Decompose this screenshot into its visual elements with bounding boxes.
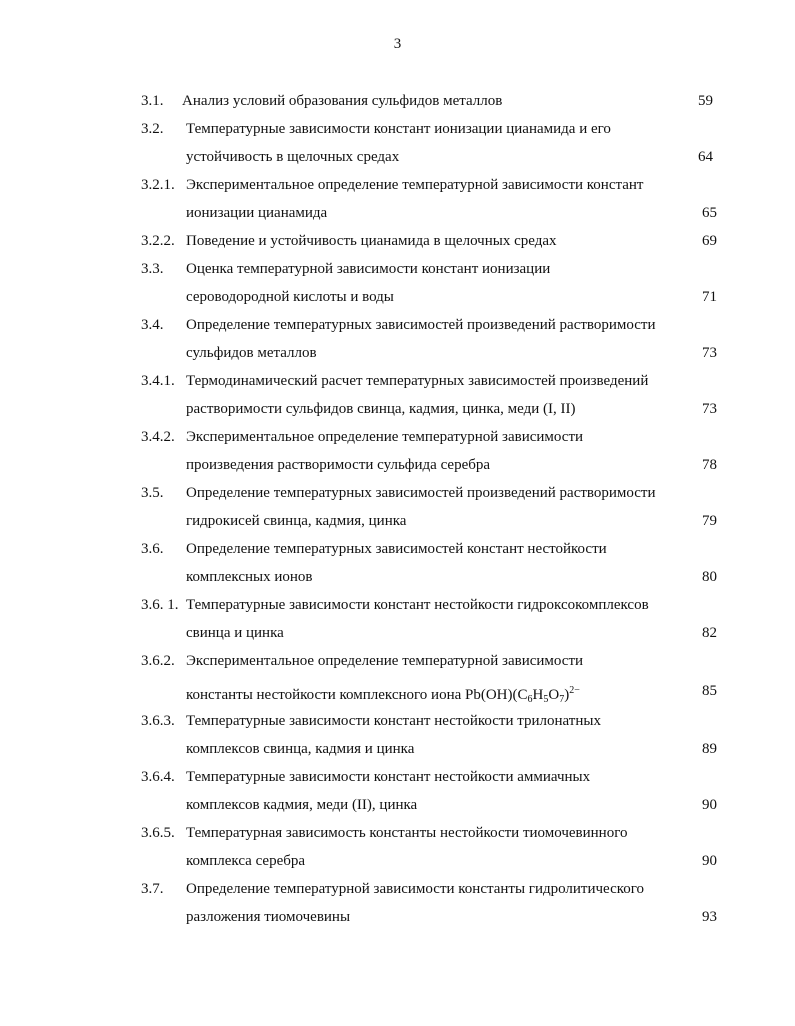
toc-entry-title: Экспериментальное определение температурной зависимости: [186, 653, 584, 669]
toc-entry-number: 3.4.2.: [141, 429, 175, 445]
toc-entry-number: 3.3.: [141, 261, 164, 277]
toc-entry-title: Анализ условий образования сульфидов металлов: [182, 93, 503, 109]
toc-entry-title: Оценка температурной зависимости констант ионизации: [186, 261, 551, 277]
toc-entry-title-cont: растворимости сульфидов свинца, кадмия, цинка, меди (I, II): [186, 401, 576, 417]
toc-entry-number: 3.4.1.: [141, 373, 175, 389]
toc-entry-title: Температурные зависимости констант нестойкости гидроксокомплексов: [186, 597, 649, 613]
toc-entry-number: 3.2.1.: [141, 177, 175, 193]
formula-lead-text: константы нестойкости комплексного иона: [186, 687, 462, 703]
toc-entry-title: Термодинамический расчет температурных зависимостей произведений: [186, 373, 649, 389]
toc-entry-title: Определение температурной зависимости константы гидролитического: [186, 881, 645, 897]
toc-entry-number: 3.2.: [141, 121, 164, 137]
toc-entry-title-cont: комплексов свинца, кадмия и цинка: [186, 741, 415, 757]
formula-superscript: 2−: [569, 685, 580, 696]
toc-entry-page: 65: [702, 205, 717, 221]
formula-part: H: [532, 687, 544, 703]
toc-entry-page: 90: [702, 853, 717, 869]
toc-entry-title-cont: ионизации цианамида: [186, 205, 328, 221]
formula-part: Pb(OH)(C: [465, 687, 528, 703]
toc-entry-title-cont: [186, 682, 580, 709]
toc-entry-title: Определение температурных зависимостей произведений растворимости: [186, 485, 656, 501]
toc-entry-page: 78: [702, 457, 717, 473]
toc-entry-title-cont: гидрокисей свинца, кадмия, цинка: [186, 513, 407, 529]
formula-subscript: 6: [527, 694, 533, 705]
toc-entry-title: Поведение и устойчивость цианамида в щелочных средах: [186, 233, 557, 249]
formula-part: ): [564, 687, 570, 703]
toc-entry-title-cont: комплексных ионов: [186, 569, 313, 585]
toc-entry-title: Определение температурных зависимостей констант нестойкости: [186, 541, 607, 557]
formula-subscript: 7: [559, 694, 565, 705]
toc-entry-title: Определение температурных зависимостей произведений растворимости: [186, 317, 656, 333]
toc-entry-page: 85: [702, 683, 717, 699]
toc-entry-title: Температурные зависимости констант нестойкости трилонатных: [186, 713, 601, 729]
toc-entry-number: 3.5.: [141, 485, 164, 501]
toc-entry-title-cont: устойчивость в щелочных средах: [186, 149, 400, 165]
toc-entry-page: 90: [702, 797, 717, 813]
toc-entry-title-cont: свинца и цинка: [186, 625, 284, 641]
toc-entry-title: Экспериментальное определение температурной зависимости: [186, 429, 584, 445]
toc-entry-page: 69: [702, 233, 717, 249]
formula-part: O: [548, 687, 560, 703]
toc-entry-title-cont: произведения растворимости сульфида серебра: [186, 457, 491, 473]
toc-entry-title: Температурная зависимость константы нестойкости тиомочевинного: [186, 825, 628, 841]
toc-entry-page: 80: [702, 569, 717, 585]
toc-entry-title-cont: комплексов кадмия, меди (II), цинка: [186, 797, 418, 813]
toc-entry-number: 3.7.: [141, 881, 164, 897]
toc-entry-page: 82: [702, 625, 717, 641]
toc-entry-page: 73: [702, 345, 717, 361]
toc-entry-page: 93: [702, 909, 717, 925]
toc-entry-number: 3.2.2.: [141, 233, 175, 249]
toc-entry-title: Экспериментальное определение температурной зависимости констант: [186, 177, 644, 193]
toc-entry-page: 71: [702, 289, 717, 305]
toc-entry-title-cont: сульфидов металлов: [186, 345, 317, 361]
toc-entry-number: 3.6.: [141, 541, 164, 557]
page-number: 3: [393, 36, 402, 52]
toc-entry-page: 79: [702, 513, 717, 529]
toc-entry-page: 73: [702, 401, 717, 417]
toc-entry-title: Температурные зависимости констант нестойкости аммиачных: [186, 769, 591, 785]
toc-entry-page: 59: [698, 93, 713, 109]
toc-entry-number: 3.6.4.: [141, 769, 175, 785]
toc-entry-number: 3.6. 1.: [141, 597, 179, 613]
toc-entry-number: 3.4.: [141, 317, 164, 333]
formula-subscript: 5: [543, 694, 549, 705]
toc-entry-number: 3.6.5.: [141, 825, 175, 841]
toc-entry-number: 3.1.: [141, 93, 164, 109]
toc-entry-title: Температурные зависимости констант ионизации цианамида и его: [186, 121, 611, 137]
toc-entry-title-cont: сероводородной кислоты и воды: [186, 289, 394, 305]
toc-entry-title-cont: комплекса серебра: [186, 853, 306, 869]
chemical-formula: [465, 687, 580, 703]
toc-entry-number: 3.6.3.: [141, 713, 175, 729]
toc-entry-title-cont: разложения тиомочевины: [186, 909, 351, 925]
toc-entry-page: 89: [702, 741, 717, 757]
toc-entry-number: 3.6.2.: [141, 653, 175, 669]
toc-entry-page: 64: [698, 149, 713, 165]
